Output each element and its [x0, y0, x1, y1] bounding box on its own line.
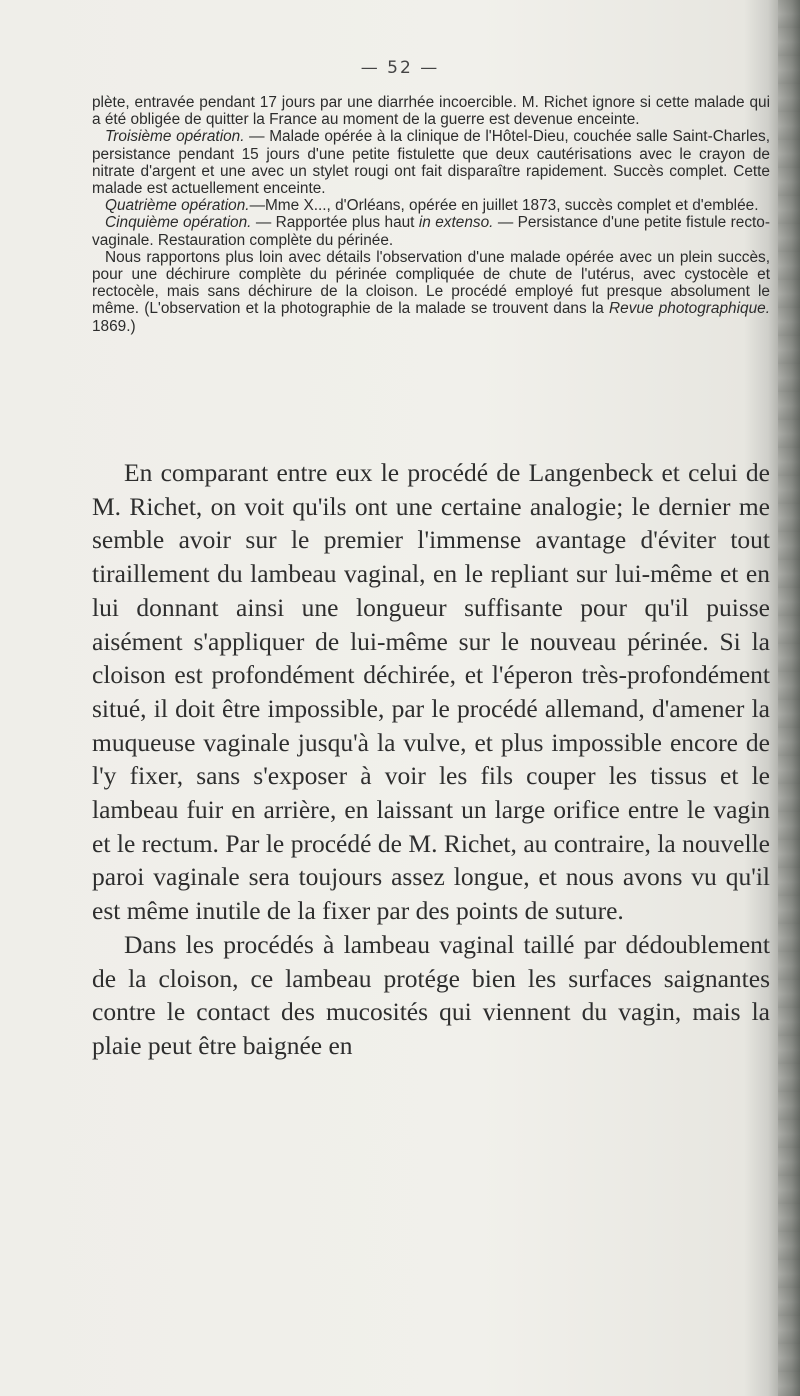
note-text: — Rapportée plus haut	[251, 214, 419, 232]
case-notes	[92, 94, 770, 335]
note-text: —Mme X..., d'Orléans, opérée en juillet 1873, succès complet et d'emblée.	[249, 197, 759, 215]
note-label: Troisième opération.	[105, 128, 245, 146]
note-observation	[92, 249, 770, 335]
note-text: 1869.)	[92, 317, 136, 335]
body-paragraph-comparison: En comparant entre eux le procédé de Langenbeck et celui de M. Richet, on voit qu'ils ont une certaine analogie; le dernier me semble avoir sur le premier l'immense avantage d'éviter tout tiraillement du lambeau vaginal, en le repliant sur lui-même et en lui donnant ainsi une longueur suffisante pour qu'il puisse aisément s'appliquer de lui-même sur le nouveau périnée. Si la cloison est profondément déchirée, et l'éperon très-profondément situé, il doit être impossible, par le procédé allemand, d'amener la muqueuse vaginale jusqu'à la vulve, et plus impossible encore de l'y fixer, sans s'exposer à voir les fils couper les tissus et le lambeau fuir en arrière, en laissant un large orifice entre le vagin et le rectum. Par le procédé de M. Richet, au contraire, la nouvelle paroi vaginale sera toujours assez longue, et nous avons vu qu'il est même inutile de la fixer par des points de suture.	[92, 458, 770, 926]
note-text: — Persistance d'une petite fistule recto-vaginale. Restauration complète du périnée.	[92, 214, 770, 249]
note-third-operation	[92, 128, 770, 197]
note-italic: Revue photographique.	[609, 300, 770, 318]
main-text	[92, 456, 770, 1063]
note-paragraph-continuation: plète, entravée pendant 17 jours par une diarrhée incoercible. M. Richet ignore si cette malade qui a été obligée de quitter la France au moment de la guerre est devenue enceinte.	[92, 94, 770, 129]
note-italic: in extenso.	[418, 214, 494, 232]
note-label: Quatrième opération.	[105, 197, 250, 215]
page-number: — 52 —	[360, 58, 440, 78]
note-text: Nous rapportons plus loin avec détails l'observation d'une malade opérée avec un plein succès, pour une déchirure complète du périnée compliquée de chute de l'utérus, avec cystocèle et rectocèle, mais sans déchirure de la cloison. Le procédé employé fut presque absolument le même. (L'observation et la photographie de la malade se trouvent dans la	[92, 248, 770, 318]
note-fifth-operation	[92, 214, 770, 248]
page-edge-shadow	[778, 0, 800, 1396]
body-paragraph-vaginal-flap: Dans les procédés à lambeau vaginal taillé par dédoublement de la cloison, ce lambeau protége bien les surfaces saignantes contre le contact des mucosités qui viennent du vagin, mais la plaie peut être baignée en	[92, 929, 770, 1060]
note-label: Cinquième opération.	[105, 214, 252, 232]
note-text: — Malade opérée à la clinique de l'Hôtel-Dieu, couchée salle Saint-Charles, persistance pendant 15 jours d'une petite fistulette que deux cautérisations avec le crayon de nitrate d'argent et une avec un stylet rougi ont fait disparaître rapidement. Succès complet. Cette malade est actuellement enceinte.	[92, 128, 771, 198]
note-fourth-operation	[92, 197, 770, 214]
